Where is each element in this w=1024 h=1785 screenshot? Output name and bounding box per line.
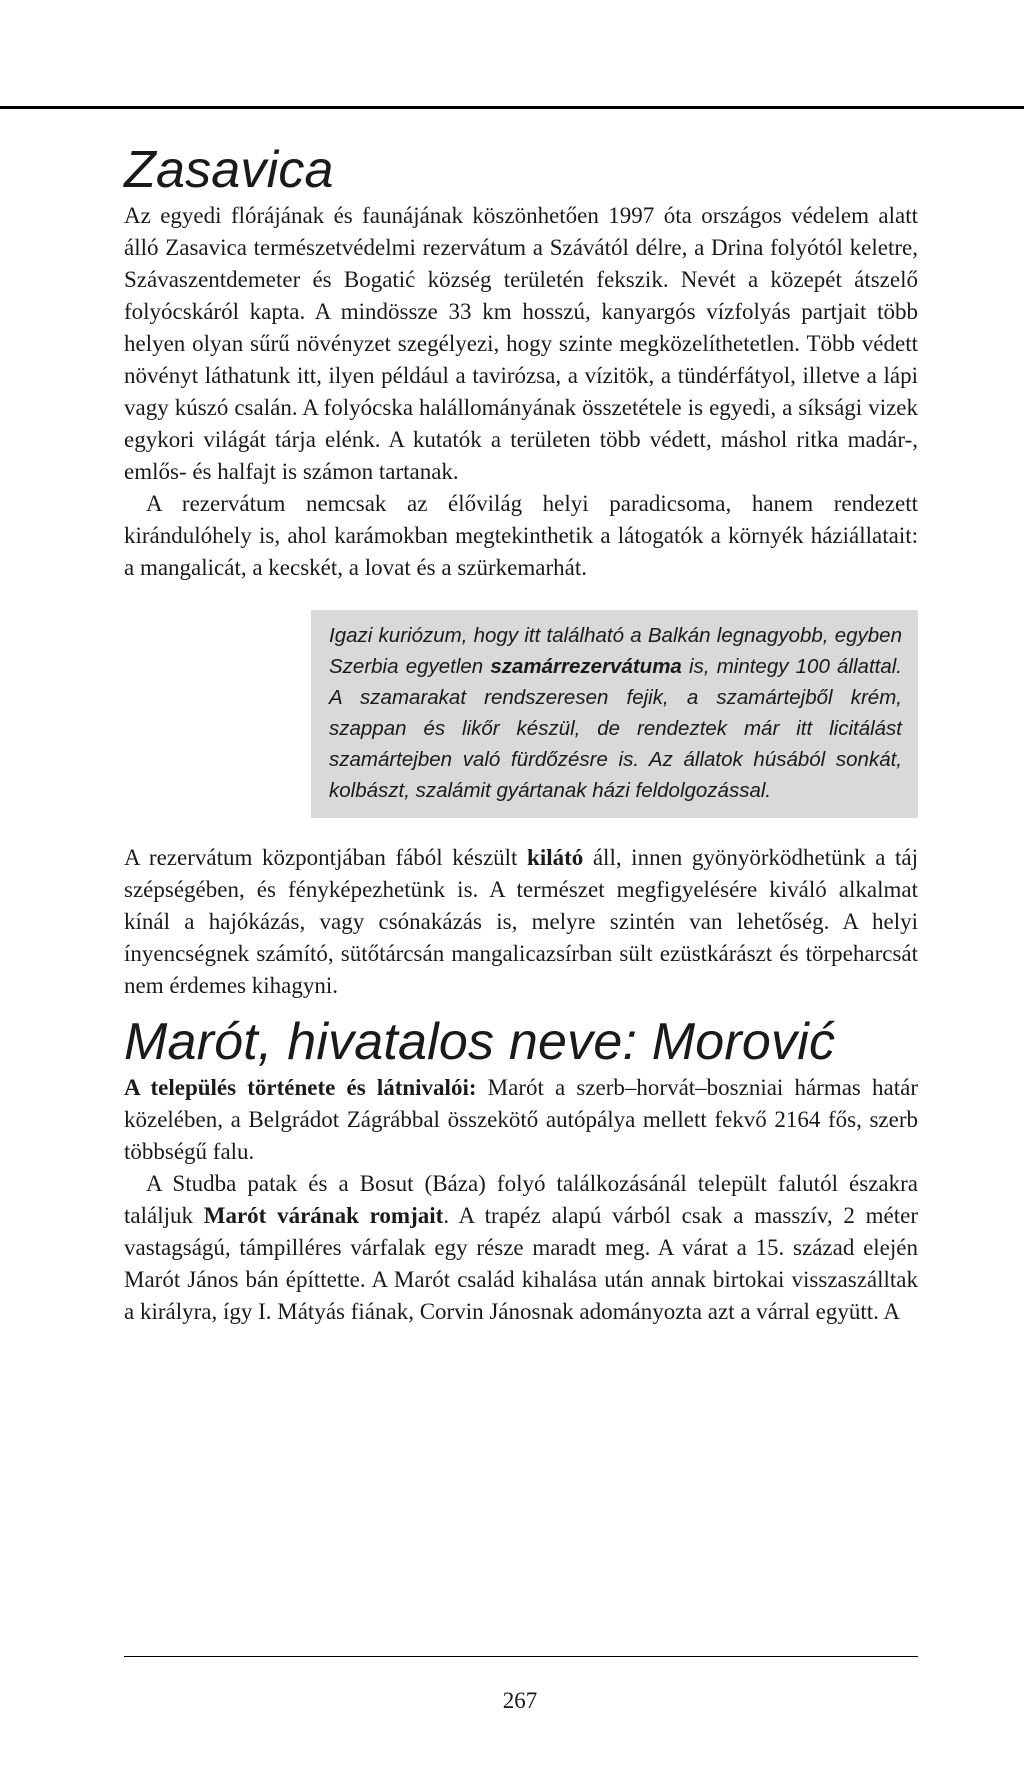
page-number: 267 <box>502 1688 538 1713</box>
section-marot <box>124 1012 918 1328</box>
text-run: A rezervátum központjában fából készült <box>124 845 528 870</box>
paragraph: A rezervátum nemcsak az élővilág helyi paradicsoma, hanem rendezett kirándulóhely is, ahol karámokban megtekinthetik a látogatók a környék háziállatait: a mangalicát, a kecskét, a lovat és a szürkemarhát. <box>124 491 918 580</box>
section-title-zasavica: Zasavica <box>124 141 334 199</box>
bottom-rule <box>124 1656 918 1657</box>
top-rule <box>0 106 1024 109</box>
bold-term: kilátó <box>527 845 584 870</box>
text-run: . A trapéz alapú várból csak a masszív, 2 méter vastagságú, támpilléres várfalak egy része maradt meg. A várat a 15. század elején Marót János bán építtette. A Marót család kihalása után annak birtokai visszaszálltak a királyra, így I. Mátyás fiának, Corvin Jánosnak adományozta azt a várral együtt. A <box>124 1203 919 1324</box>
paragraph: Az egyedi flórájának és faunájának köszönhetően 1997 óta országos védelem alatt álló Zasavica természetvédelmi rezervátum a Szávától délre, a Drina folyótól keletre, Szávaszentdemeter és Bogatić község területén fekszik. Nevét a közepét átszelő folyócskáról kapta. A mindössze 33 km hosszú, kanyargós vízfolyás partjait több helyen olyan sűrű növényzet szegélyezi, hogy szinte megközelíthetetlen. Több védett növényt láthatunk itt, ilyen például a tavirózsa, a vízitök, a tündérfátyol, illetve a lápi vagy kúszó csalán. A folyócska halállományának összetétele is egyedi, a síksági vizek egykori világát tárja elénk. A kutatók a területen több védett, máshol ritka madár-, emlős- és halfajt is számon tartanak. <box>124 203 918 484</box>
paragraph <box>124 842 918 1002</box>
page-content <box>124 140 918 1328</box>
text-run: áll, innen gyönyörködhetünk a táj szépségében, és fényképezhetünk is. A természet megfigyelésére kiváló alkalmat kínál a hajókázás, vagy csónakázás is, melyre szintén van lehetőség. A helyi ínyencségnek számító, sütőtárcsán mangalicazsírban sült ezüstkárászt és törpeharcsát nem érdemes kihagyni. <box>124 845 918 998</box>
text-run: A Studba patak és a Bosut (Báza) folyó találkozásánál települt falutól északra találjuk <box>124 1171 918 1228</box>
text-run: is, mintegy 100 állattal. A szamarakat rendszeresen fejik, a szamártejből krém, szappan és likőr készül, de rendeztek már itt licitálást szamártejben való fürdőzésre is. Az állatok húsából sonkát, kolbászt, szalámit gyártanak házi feldolgozással. <box>329 655 902 802</box>
bold-term: Marót várának romjait <box>203 1203 444 1228</box>
info-box-text <box>329 620 902 806</box>
bold-term: szamárrezervátuma <box>490 655 682 678</box>
info-box <box>311 610 918 818</box>
text-run: Igazi kuriózum, hogy itt található a Balkán legnagyobb, egyben Szerbia egyetlen <box>329 624 902 678</box>
text-run: Marót a szerb–horvát–boszniai hármas határ közelében, a Belgrádot Zágrábbal összekötő autópálya mellett fekvő 2164 fős, szerb többségű falu. <box>124 1075 919 1164</box>
bold-term: A település története és látnivalói: <box>124 1075 477 1100</box>
paragraph <box>124 1168 918 1328</box>
paragraph <box>124 1072 918 1168</box>
section-title-marot: Marót, hivatalos neve: Morović <box>124 1013 836 1071</box>
